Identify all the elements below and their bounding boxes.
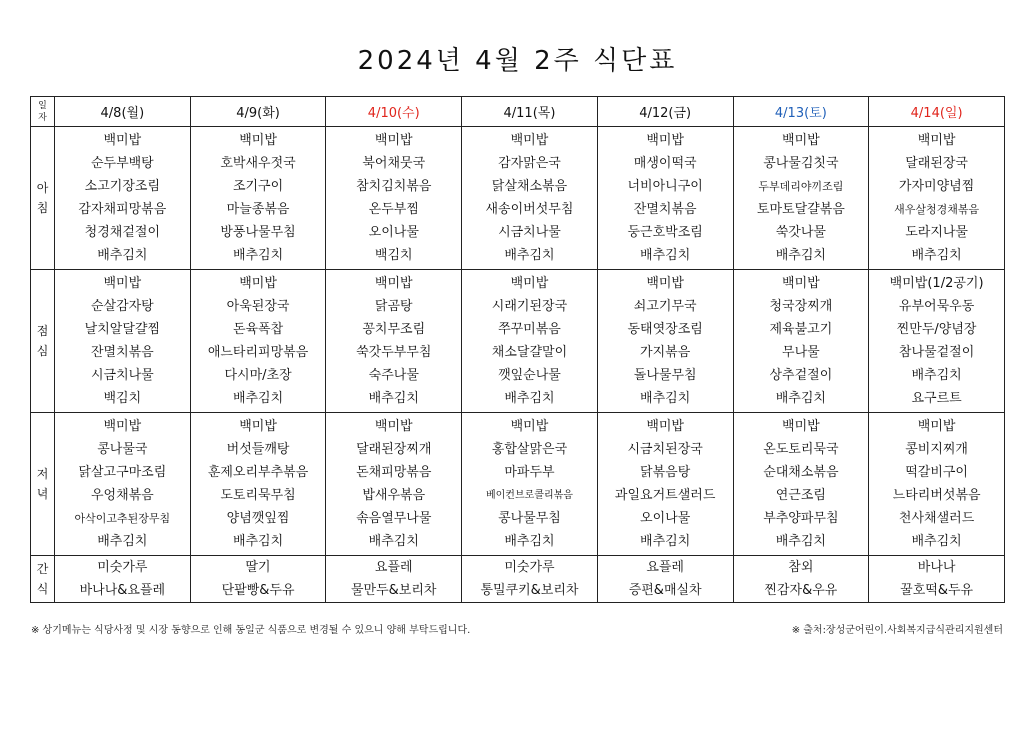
menu-item: 백미밥 bbox=[374, 133, 413, 148]
menu-item: 닭살채소볶음 bbox=[491, 179, 568, 194]
menu-item: 동태엿장조림 bbox=[627, 322, 703, 337]
menu-item: 백김치 bbox=[103, 391, 142, 406]
menu-item: 닭곰탕 bbox=[374, 299, 413, 314]
menu-item: 새우살청경채볶음 bbox=[894, 203, 980, 216]
menu-item: 깻잎순나물 bbox=[498, 368, 561, 383]
meal-label-char: 침 bbox=[36, 201, 49, 215]
menu-cell-breakfast-day0 bbox=[55, 127, 191, 270]
meal-label-char: 아 bbox=[36, 181, 49, 195]
menu-item: 온두부찜 bbox=[368, 202, 419, 217]
menu-item: 두부데리야끼조림 bbox=[758, 180, 844, 193]
menu-item: 백미밥 bbox=[239, 133, 277, 148]
menu-cell-dinner-day0 bbox=[55, 413, 191, 556]
corner-label-2: 자 bbox=[38, 112, 47, 123]
menu-item: 마파두부 bbox=[504, 465, 555, 480]
meal-label-snack bbox=[31, 556, 55, 603]
menu-item: 가자미양념찜 bbox=[898, 179, 975, 194]
menu-cell-dinner-day1 bbox=[190, 413, 326, 556]
menu-item: 소고기장조림 bbox=[84, 179, 161, 194]
menu-item: 부추양파무침 bbox=[763, 511, 839, 526]
menu-item: 호박새우젓국 bbox=[220, 156, 296, 171]
menu-item: 백미밥 bbox=[646, 419, 684, 434]
menu-item: 돈육폭찹 bbox=[232, 322, 284, 337]
menu-cell-dinner-day4 bbox=[597, 413, 733, 556]
menu-item: 미숫가루 bbox=[97, 560, 148, 575]
menu-item: 요플레 bbox=[646, 560, 684, 575]
menu-cell-lunch-day2 bbox=[326, 270, 462, 413]
menu-item: 참외 bbox=[788, 560, 814, 575]
menu-cell-dinner-day3 bbox=[462, 413, 598, 556]
menu-cell-lunch-day3 bbox=[462, 270, 598, 413]
menu-item: 백미밥 bbox=[239, 276, 277, 291]
menu-cell-lunch-day1 bbox=[190, 270, 326, 413]
menu-item: 도토리묵무침 bbox=[220, 488, 296, 503]
menu-item: 배추김치 bbox=[232, 391, 284, 406]
menu-cell-lunch-day5 bbox=[733, 270, 869, 413]
menu-item: 쇠고기무국 bbox=[633, 299, 697, 314]
menu-item: 닭살고구마조림 bbox=[78, 465, 167, 480]
menu-item: 순대채소볶음 bbox=[763, 465, 839, 480]
menu-item: 배추김치 bbox=[911, 368, 962, 383]
menu-item: 연근조림 bbox=[775, 488, 826, 503]
menu-item: 밥새우볶음 bbox=[362, 488, 426, 503]
menu-item: 우엉채볶음 bbox=[90, 488, 154, 503]
menu-cell-lunch-day0 bbox=[55, 270, 191, 413]
meal-label-char: 심 bbox=[36, 344, 49, 358]
menu-item: 참나물겉절이 bbox=[898, 345, 975, 360]
menu-item: 콩나물김칫국 bbox=[763, 156, 839, 171]
menu-item: 배추김치 bbox=[97, 248, 148, 263]
menu-cell-breakfast-day4 bbox=[597, 127, 733, 270]
menu-item: 무나물 bbox=[782, 345, 820, 360]
menu-item: 상추겉절이 bbox=[769, 368, 833, 383]
menu-item: 배추김치 bbox=[640, 534, 691, 549]
menu-item: 백미밥 bbox=[103, 133, 142, 148]
menu-item: 딸기 bbox=[245, 560, 271, 575]
menu-cell-dinner-day2 bbox=[326, 413, 462, 556]
menu-item: 돌나물무침 bbox=[633, 368, 697, 383]
menu-item: 미숫가루 bbox=[504, 560, 555, 575]
menu-item: 토마토달걀볶음 bbox=[756, 202, 845, 217]
menu-item: 배추김치 bbox=[504, 391, 555, 406]
menu-item: 잔멸치볶음 bbox=[633, 202, 697, 217]
menu-cell-snack-day0 bbox=[55, 556, 191, 603]
menu-item: 다시마/초장 bbox=[224, 368, 292, 383]
menu-cell-breakfast-day1 bbox=[190, 127, 326, 270]
menu-item: 솎음열무나물 bbox=[356, 511, 432, 526]
meal-row-dinner bbox=[31, 413, 1005, 556]
date-corner-label bbox=[31, 97, 55, 127]
menu-item: 백미밥 bbox=[782, 276, 820, 291]
menu-item: 찐만두/양념장 bbox=[896, 322, 977, 337]
menu-item: 꽁치무조림 bbox=[362, 322, 426, 337]
menu-item: 양념깻잎찜 bbox=[226, 511, 290, 526]
meal-label-dinner bbox=[31, 413, 55, 556]
meal-row-breakfast bbox=[31, 127, 1005, 270]
menu-item: 감자채피망볶음 bbox=[78, 202, 167, 217]
menu-item: 숙주나물 bbox=[368, 368, 419, 383]
footer-source: ※ 출처:장성군어린이.사회복지급식관리지원센터 bbox=[791, 625, 1003, 636]
menu-item: 백미밥 bbox=[782, 419, 820, 434]
menu-item: 백미밥 bbox=[510, 133, 549, 148]
menu-item: 백미밥 bbox=[646, 133, 684, 148]
menu-item: 백미밥 bbox=[103, 419, 142, 434]
meal-label-lunch bbox=[31, 270, 55, 413]
menu-item: 과일요거트샐러드 bbox=[614, 488, 716, 503]
menu-item: 가지볶음 bbox=[640, 345, 691, 360]
menu-item: 돈채피망볶음 bbox=[356, 465, 432, 480]
menu-item: 온도토리묵국 bbox=[763, 442, 839, 457]
menu-item: 콩비지찌개 bbox=[905, 442, 968, 457]
menu-item: 백미밥 bbox=[917, 419, 956, 434]
meal-label-char: 점 bbox=[36, 324, 49, 338]
menu-item: 배추김치 bbox=[775, 391, 826, 406]
day-header-tue: 4/9(화) bbox=[190, 97, 326, 127]
header-row bbox=[31, 97, 1005, 127]
menu-item: 찐감자&우유 bbox=[764, 583, 838, 598]
menu-item: 시금치나물 bbox=[498, 225, 561, 240]
menu-cell-snack-day1 bbox=[190, 556, 326, 603]
menu-item: 훈제오리부추볶음 bbox=[207, 465, 309, 480]
menu-item: 콩나물무침 bbox=[498, 511, 561, 526]
menu-item: 시금치나물 bbox=[90, 368, 154, 383]
menu-cell-snack-day5 bbox=[733, 556, 869, 603]
menu-item: 배추김치 bbox=[97, 534, 148, 549]
menu-cell-breakfast-day3 bbox=[462, 127, 598, 270]
menu-item: 참치김치볶음 bbox=[356, 179, 432, 194]
menu-item: 청경채겉절이 bbox=[84, 225, 161, 240]
menu-item: 쑥갓두부무침 bbox=[356, 345, 432, 360]
menu-item: 둥근호박조림 bbox=[627, 225, 703, 240]
menu-cell-breakfast-day2 bbox=[326, 127, 462, 270]
menu-item: 천사채샐러드 bbox=[898, 511, 975, 526]
day-header-fri: 4/12(금) bbox=[597, 97, 733, 127]
menu-item: 배추김치 bbox=[368, 391, 419, 406]
menu-item: 쭈꾸미볶음 bbox=[498, 322, 561, 337]
footer-notice: ※ 상기메뉴는 식당사정 및 시장 동향으로 인해 동일군 식품으로 변경될 수 있으니 양해 부탁드립니다. bbox=[31, 625, 471, 636]
menu-item: 아욱된장국 bbox=[226, 299, 290, 314]
menu-item: 홍합살맑은국 bbox=[491, 442, 568, 457]
menu-item: 시금치된장국 bbox=[627, 442, 703, 457]
menu-item: 배추김치 bbox=[232, 534, 284, 549]
menu-item: 애느타리피망볶음 bbox=[207, 345, 309, 360]
menu-item: 날치알달걀찜 bbox=[84, 322, 161, 337]
menu-item: 배추김치 bbox=[911, 534, 962, 549]
menu-item: 매생이떡국 bbox=[633, 156, 697, 171]
menu-item: 달래된장찌개 bbox=[356, 442, 432, 457]
menu-cell-lunch-day4 bbox=[597, 270, 733, 413]
menu-item: 너비아니구이 bbox=[627, 179, 703, 194]
menu-item: 배추김치 bbox=[504, 534, 555, 549]
menu-item: 백김치 bbox=[374, 248, 413, 263]
menu-cell-dinner-day5 bbox=[733, 413, 869, 556]
menu-item: 시래기된장국 bbox=[491, 299, 568, 314]
menu-item: 조기구이 bbox=[232, 179, 284, 194]
menu-item: 백미밥 bbox=[374, 419, 413, 434]
menu-item: 증편&매실차 bbox=[628, 583, 702, 598]
day-header-wed: 4/10(수) bbox=[326, 97, 462, 127]
meal-label-char: 저 bbox=[36, 467, 49, 481]
menu-item: 방풍나물무침 bbox=[220, 225, 296, 240]
menu-item: 떡갈비구이 bbox=[905, 465, 968, 480]
menu-table bbox=[30, 96, 1005, 603]
menu-cell-dinner-day6 bbox=[869, 413, 1005, 556]
meal-row-snack bbox=[31, 556, 1005, 603]
menu-cell-lunch-day6 bbox=[869, 270, 1005, 413]
menu-item: 배추김치 bbox=[232, 248, 284, 263]
day-header-thu: 4/11(목) bbox=[462, 97, 598, 127]
menu-item: 배추김치 bbox=[911, 248, 962, 263]
menu-item: 통밀쿠키&보리차 bbox=[480, 583, 579, 598]
menu-item: 배추김치 bbox=[775, 248, 826, 263]
menu-item: 배추김치 bbox=[368, 534, 419, 549]
menu-item: 콩나물국 bbox=[97, 442, 148, 457]
menu-cell-breakfast-day6 bbox=[869, 127, 1005, 270]
menu-item: 북어채뭇국 bbox=[362, 156, 426, 171]
menu-item: 아삭이고추된장무침 bbox=[74, 512, 171, 525]
menu-item: 백미밥 bbox=[646, 276, 684, 291]
menu-item: 백미밥 bbox=[510, 276, 549, 291]
menu-item: 채소달걀말이 bbox=[491, 345, 568, 360]
menu-cell-breakfast-day5 bbox=[733, 127, 869, 270]
corner-label-1: 일 bbox=[38, 100, 47, 111]
menu-item: 요플레 bbox=[374, 560, 413, 575]
menu-item: 오이나물 bbox=[368, 225, 419, 240]
menu-item: 백미밥 bbox=[917, 133, 956, 148]
menu-item: 느타리버섯볶음 bbox=[892, 488, 981, 503]
menu-item: 새송이버섯무침 bbox=[485, 202, 574, 217]
day-header-sat: 4/13(토) bbox=[733, 97, 869, 127]
menu-cell-snack-day3 bbox=[462, 556, 598, 603]
menu-item: 감자맑은국 bbox=[498, 156, 561, 171]
menu-item: 배추김치 bbox=[640, 391, 691, 406]
menu-item: 백미밥 bbox=[239, 419, 277, 434]
menu-item: 도라지나물 bbox=[905, 225, 968, 240]
meal-label-breakfast bbox=[31, 127, 55, 270]
menu-item: 순살감자탕 bbox=[90, 299, 154, 314]
menu-item: 백미밥 bbox=[782, 133, 820, 148]
day-header-mon: 4/8(월) bbox=[55, 97, 191, 127]
menu-item: 배추김치 bbox=[640, 248, 691, 263]
meal-label-char: 간 bbox=[36, 562, 49, 576]
menu-item: 배추김치 bbox=[504, 248, 555, 263]
menu-item: 바나나 bbox=[917, 560, 956, 575]
meal-row-lunch bbox=[31, 270, 1005, 413]
menu-item: 순두부백탕 bbox=[90, 156, 154, 171]
menu-item: 백미밥 bbox=[103, 276, 142, 291]
menu-cell-snack-day4 bbox=[597, 556, 733, 603]
menu-item: 꿀호떡&두유 bbox=[900, 583, 974, 598]
menu-item: 유부어묵우동 bbox=[898, 299, 975, 314]
page-title: 2024년 4월 2주 식단표 bbox=[357, 46, 678, 76]
menu-item: 베이컨브로콜리볶음 bbox=[485, 490, 573, 501]
menu-item: 요구르트 bbox=[911, 391, 962, 406]
day-header-sun: 4/14(일) bbox=[869, 97, 1005, 127]
menu-item: 배추김치 bbox=[775, 534, 826, 549]
menu-item: 백미밥 bbox=[374, 276, 413, 291]
meal-label-char: 식 bbox=[36, 582, 49, 596]
menu-item: 청국장찌개 bbox=[769, 299, 833, 314]
menu-cell-snack-day6 bbox=[869, 556, 1005, 603]
menu-item: 백미밥 bbox=[510, 419, 549, 434]
menu-item: 잔멸치볶음 bbox=[90, 345, 154, 360]
menu-item: 버섯들깨탕 bbox=[226, 442, 290, 457]
meal-label-char: 녁 bbox=[36, 487, 49, 501]
menu-item: 닭볶음탕 bbox=[640, 465, 691, 480]
menu-cell-snack-day2 bbox=[326, 556, 462, 603]
menu-item: 마늘종볶음 bbox=[226, 202, 290, 217]
menu-item: 오이나물 bbox=[640, 511, 691, 526]
menu-item: 달래된장국 bbox=[905, 156, 968, 171]
menu-item: 제육불고기 bbox=[769, 322, 833, 337]
menu-item: 바나나&요플레 bbox=[79, 583, 166, 598]
menu-item: 단팥빵&두유 bbox=[221, 583, 295, 598]
menu-item: 물만두&보리차 bbox=[351, 583, 437, 598]
menu-item: 백미밥(1/2공기) bbox=[889, 276, 984, 291]
menu-item: 쑥갓나물 bbox=[775, 225, 826, 240]
